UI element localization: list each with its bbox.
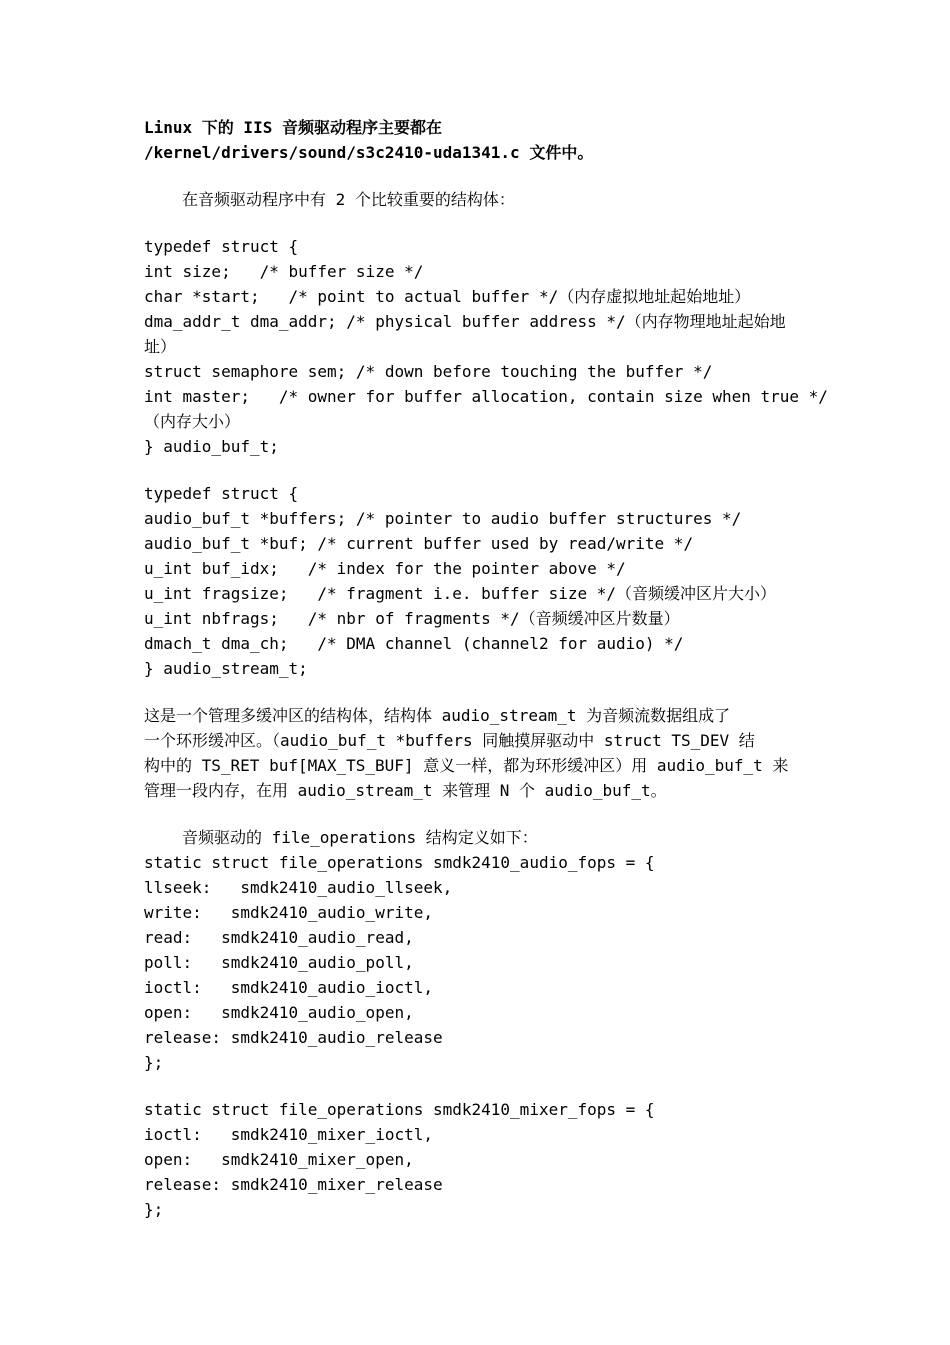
code-line: read: smdk2410_audio_read, xyxy=(144,928,414,947)
code-line: char *start; /* point to actual buffer */（内存虚拟地址起始地址） xyxy=(144,287,751,306)
code-line: dmach_t dma_ch; /* DMA channel (channel2 for audio) */ xyxy=(144,634,684,653)
mixer-fops-code xyxy=(144,1097,824,1222)
document-body xyxy=(144,115,828,1222)
code-line: typedef struct { xyxy=(144,484,299,503)
audio-fops-code xyxy=(144,850,824,1075)
heading-line: /kernel/drivers/sound/s3c2410-uda1341.c 文件中。 xyxy=(144,143,594,162)
code-line: ioctl: smdk2410_mixer_ioctl, xyxy=(144,1125,433,1144)
audio-stream-struct-code xyxy=(144,481,824,681)
paragraph-line: 一个环形缓冲区。（audio_buf_t *buffers 同触摸屏驱动中 struct TS_DEV 结 xyxy=(144,731,755,750)
code-line: static struct file_operations smdk2410_audio_fops = { xyxy=(144,853,655,872)
explanation-paragraph xyxy=(144,703,824,803)
code-line: int size; /* buffer size */ xyxy=(144,262,424,281)
code-line: write: smdk2410_audio_write, xyxy=(144,903,433,922)
code-line: int master; /* owner for buffer allocation, contain size when true */ xyxy=(144,387,828,406)
code-line: audio_buf_t *buf; /* current buffer used by read/write */ xyxy=(144,534,694,553)
paragraph-line: 管理一段内存，在用 audio_stream_t 来管理 N 个 audio_buf_t。 xyxy=(144,781,667,800)
code-line: typedef struct { xyxy=(144,237,299,256)
intro-paragraph: 在音频驱动程序中有 2 个比较重要的结构体： xyxy=(182,190,515,209)
code-line: llseek: smdk2410_audio_llseek, xyxy=(144,878,453,897)
code-line: release: smdk2410_mixer_release xyxy=(144,1175,443,1194)
paragraph-line: 这是一个管理多缓冲区的结构体，结构体 audio_stream_t 为音频流数据组成了 xyxy=(144,706,731,725)
code-line: dma_addr_t dma_addr; /* physical buffer address */（内存物理地址起始地 xyxy=(144,312,786,331)
code-line: audio_buf_t *buffers; /* pointer to audio buffer structures */ xyxy=(144,509,742,528)
code-line: u_int nbfrags; /* nbr of fragments */（音频缓冲区片数量） xyxy=(144,609,680,628)
heading-line: Linux 下的 IIS 音频驱动程序主要都在 xyxy=(144,118,442,137)
code-line: struct semaphore sem; /* down before touching the buffer */ xyxy=(144,362,713,381)
code-line: release: smdk2410_audio_release xyxy=(144,1028,443,1047)
code-line: poll: smdk2410_audio_poll, xyxy=(144,953,414,972)
code-line: u_int buf_idx; /* index for the pointer above */ xyxy=(144,559,626,578)
code-line: open: smdk2410_mixer_open, xyxy=(144,1150,414,1169)
fops-intro: 音频驱动的 file_operations 结构定义如下： xyxy=(182,828,538,847)
code-line: u_int fragsize; /* fragment i.e. buffer size */（音频缓冲区片大小） xyxy=(144,584,777,603)
code-line: } audio_buf_t; xyxy=(144,437,279,456)
code-line: }; xyxy=(144,1200,164,1219)
paragraph-line: 构中的 TS_RET buf[MAX_TS_BUF] 意义一样，都为环形缓冲区）用 audio_buf_t 来 xyxy=(144,756,789,775)
code-line: }; xyxy=(144,1053,164,1072)
code-line: ioctl: smdk2410_audio_ioctl, xyxy=(144,978,433,997)
code-line: } audio_stream_t; xyxy=(144,659,308,678)
heading xyxy=(144,115,824,165)
audio-buf-struct-code xyxy=(144,234,828,459)
code-line: open: smdk2410_audio_open, xyxy=(144,1003,414,1022)
code-line: 址） xyxy=(144,337,177,356)
code-line: static struct file_operations smdk2410_mixer_fops = { xyxy=(144,1100,655,1119)
code-line: （内存大小） xyxy=(144,412,241,431)
